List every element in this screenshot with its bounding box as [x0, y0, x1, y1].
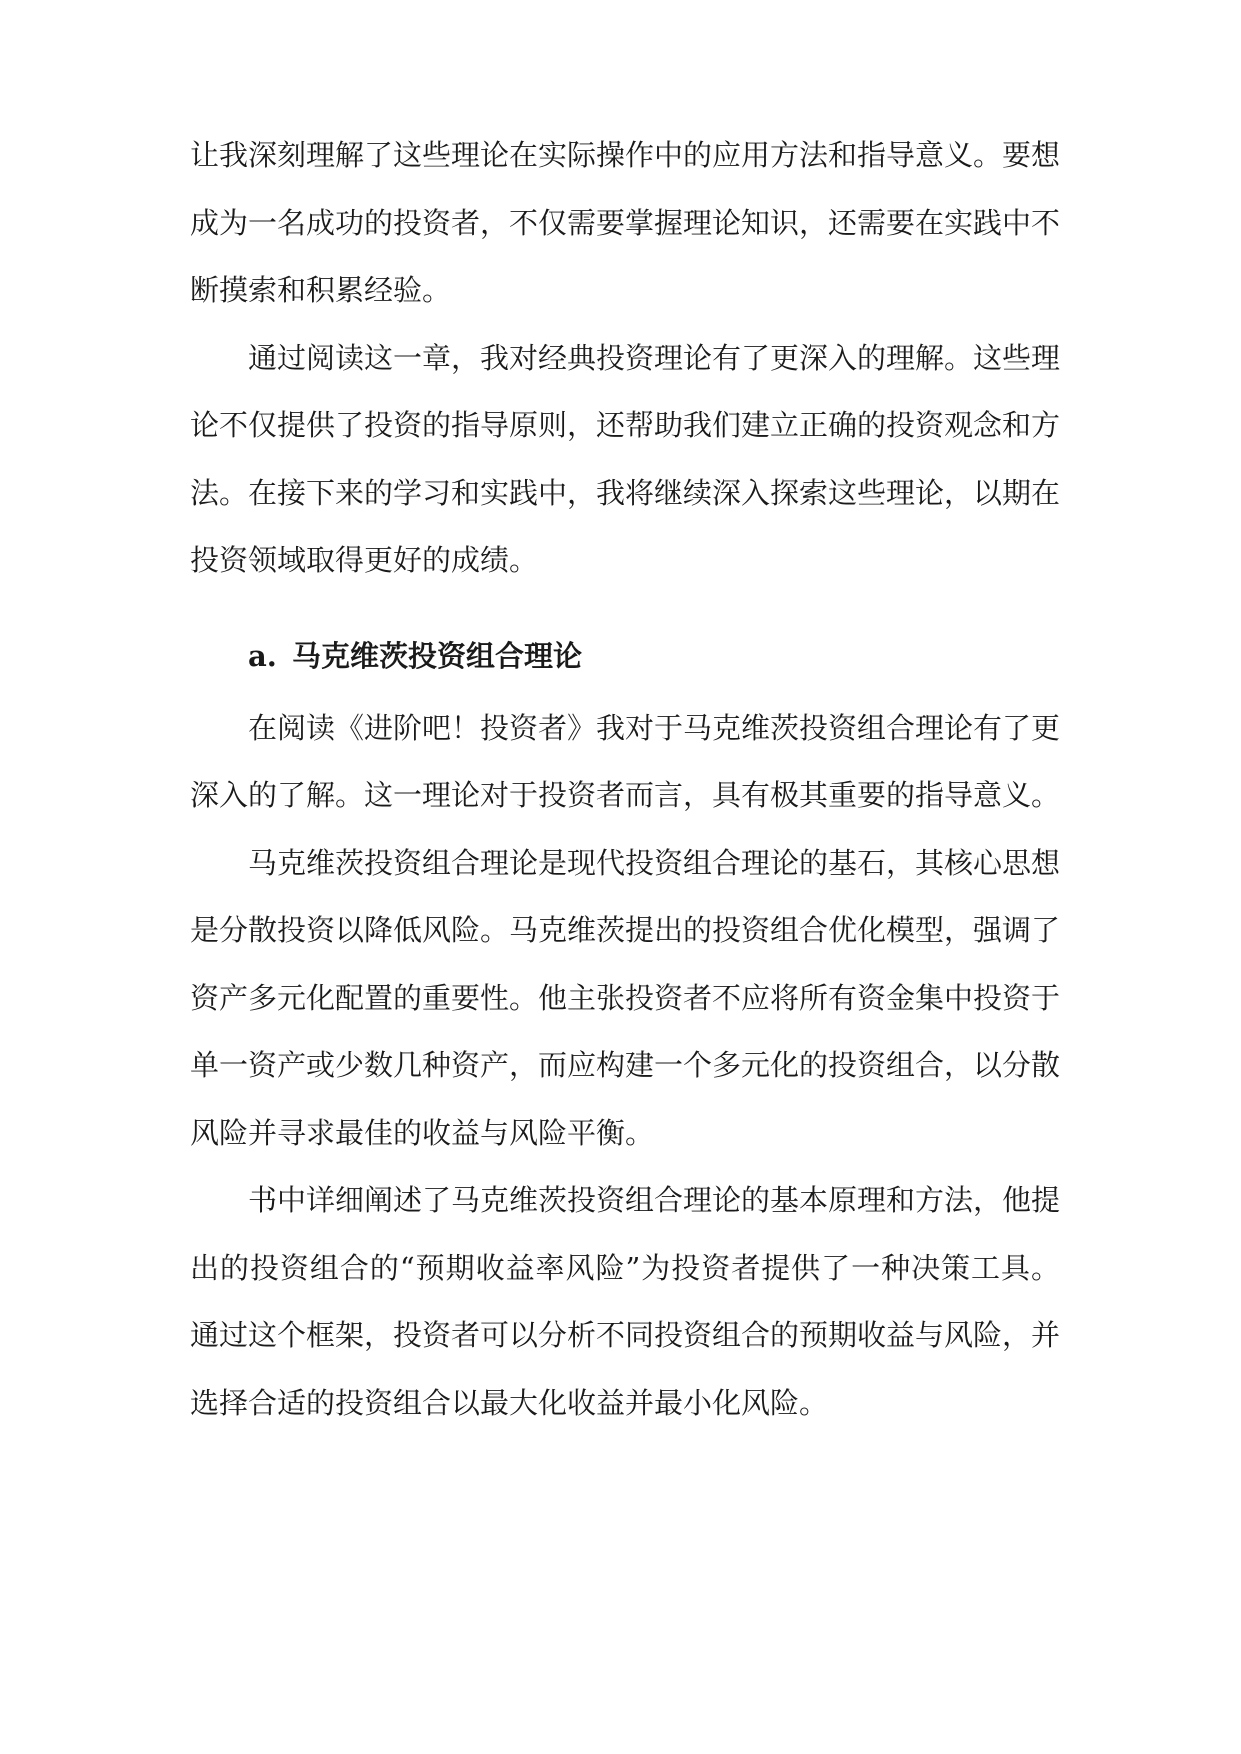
paragraph-3-line-1: 在阅读《进阶吧！投资者》我对于马克维茨投资组合理论有了更 [248, 711, 1061, 745]
paragraph-5-line-4: 选择合适的投资组合以最大化收益并最小化风险。 [190, 1386, 829, 1420]
paragraph-3-line-2: 深入的了解。这一理论对于投资者而言，具有极其重要的指导意义。 [190, 778, 1061, 812]
paragraph-4-line-1: 马克维茨投资组合理论是现代投资组合理论的基石，其核心思想 [248, 846, 1061, 880]
paragraph-2-line-4: 投资领域取得更好的成绩。 [190, 543, 539, 577]
paragraph-5-line-2: 出的投资组合的“预期收益率风险”为投资者提供了一种决策工具。 [190, 1251, 1060, 1285]
paragraph-1-line-1: 让我深刻理解了这些理论在实际操作中的应用方法和指导意义。要想 [190, 138, 1061, 172]
paragraph-2-line-3: 法。在接下来的学习和实践中，我将继续深入探索这些理论，以期在 [190, 476, 1061, 510]
heading-marker: a. [248, 639, 277, 673]
paragraph-5-line-3: 通过这个框架，投资者可以分析不同投资组合的预期收益与风险，并 [190, 1318, 1061, 1352]
paragraph-2-line-1: 通过阅读这一章，我对经典投资理论有了更深入的理解。这些理 [248, 341, 1061, 375]
paragraph-4-line-5: 风险并寻求最佳的收益与风险平衡。 [190, 1116, 655, 1150]
paragraph-4-line-4: 单一资产或少数几种资产，而应构建一个多元化的投资组合，以分散 [190, 1048, 1061, 1082]
paragraph-5-line-1: 书中详细阐述了马克维茨投资组合理论的基本原理和方法，他提 [248, 1183, 1061, 1217]
paragraph-4-line-2: 是分散投资以降低风险。马克维茨提出的投资组合优化模型，强调了 [190, 913, 1061, 947]
paragraph-1-line-3: 断摸索和积累经验。 [190, 273, 452, 307]
paragraph-4-line-3: 资产多元化配置的重要性。他主张投资者不应将所有资金集中投资于 [190, 981, 1061, 1015]
section-heading [248, 636, 1060, 676]
paragraph-2-line-2: 论不仅提供了投资的指导原则，还帮助我们建立正确的投资观念和方 [190, 408, 1061, 442]
heading-title: 马克维茨投资组合理论 [292, 639, 583, 673]
paragraph-1-line-2: 成为一名成功的投资者，不仅需要掌握理论知识，还需要在实践中不 [190, 206, 1061, 240]
